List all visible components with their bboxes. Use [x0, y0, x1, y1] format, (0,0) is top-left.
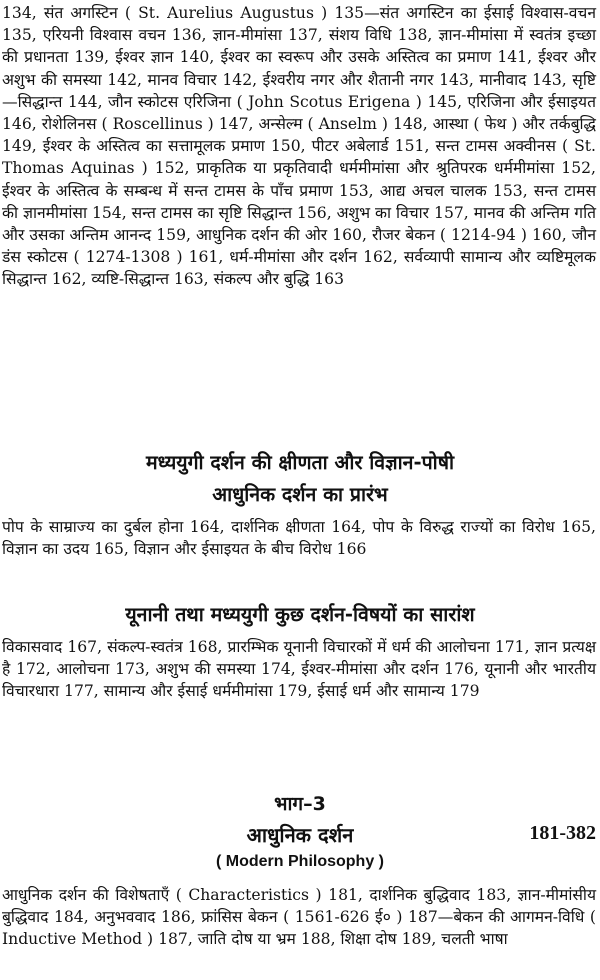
part-title-label: आधुनिक दर्शन	[246, 823, 354, 847]
part-page-range: 181-382	[529, 822, 596, 844]
section-heading-medieval-decline-line-1: मध्ययुगी दर्शन की क्षीणता और विज्ञान-पोषी	[145, 451, 455, 474]
part-number	[0, 790, 600, 818]
contents-paragraph-modern-philosophy: आधुनिक दर्शन की विशेषताएँ ( Characteristics ) 181, दार्शनिक बुद्धिवाद 183, ज्ञान-मीमांसीय बुद्धिवाद 184, अनुभववाद 186, फ्रांसिस बेकन ( 1561-626 ई० ) 187—बेकन की आगमन-विधि ( Inductive Method ) 187, जाति दोष या भ्रम 188, शिक्षा दोष 189, चलती भाषा	[2, 886, 596, 949]
contents-paragraph-summary: विकासवाद 167, संकल्प-स्वतंत्र 168, प्रारम्भिक यूनानी विचारकों में धर्म की आलोचना 171, ज्ञान प्रत्यक्ष है 172, आलोचना 173, अशुभ की समस्या 174, ईश्वर-मीमांसा और दर्शन 176, यूनानी और भारतीय विचारधारा 177, सामान्य और ईसाई धर्ममीमांसा 179, ईसाई धर्म और सामान्य 179	[2, 638, 596, 701]
section-heading-medieval-decline-line-2: आधुनिक दर्शन का प्रारंभ	[212, 483, 388, 506]
part-english-title	[0, 850, 600, 874]
section-heading-summary: यूनानी तथा मध्ययुगी कुछ दर्शन-विषयों का सारांश	[125, 603, 475, 626]
contents-paragraph-papal-decline: पोप के साम्राज्य का दुर्बल होना 164, दार्शनिक क्षीणता 164, पोप के विरुद्ध राज्यों का विरोध 165, विज्ञान का उदय 165, विज्ञान और ईसाइयत के बीच विरोध 166	[2, 518, 596, 559]
part-number-label: भाग–3	[274, 793, 326, 815]
part-title	[0, 820, 600, 850]
part-english-title-label: ( Modern Philosophy )	[216, 853, 384, 870]
contents-paragraph-augustine-to-scotus: 134, संत अगस्टिन ( St. Aurelius Augustus ) 135—संत अगस्टिन का ईसाई विश्वास-वचन 135, एरियनी विश्वास वचन 136, ज्ञान-मीमांसा 137, संशय विधि 138, ज्ञान-मीमांसा में स्वतंत्र इच्छा की प्रधानता 139, ईश्वर ज्ञान 140, ईश्वर का स्वरूप और उसके अस्तित्व का प्रमाण 141, ईश्वर और अशुभ की समस्या 142, मानव विचार 142, ईश्वरीय नगर और शैतानी नगर 143, मानीवाद 143, सृष्टि—सिद्धान्त 144, जौन स्कोटस एरिजिना ( John Scotus Erigena ) 145, एरिजिना और ईसाइयत 146, रोशेलिनस ( Roscellinus ) 147, अन्सेल्म ( Anselm ) 148, आस्था ( फेथ ) और तर्कबुद्धि 149, ईश्वर के अस्तित्व का सत्तामूलक प्रमाण 150, पीटर अबेलार्ड 151, सन्त टामस अक्वीनस ( St. Thomas Aquinas ) 152, प्राकृतिक या प्रकृतिवादी धर्ममीमांसा और श्रुतिपरक धर्ममीमांसा 152, ईश्वर के अस्तित्व के सम्बन्ध में सन्त टामस के पाँच प्रमाण 153, आद्य अचल चालक 153, सन्त टामस की ज्ञानमीमांसा 154, सन्त टामस का सृष्टि सिद्धान्त 156, अशुभ का विचार 157, मानव की अन्तिम गति और उसका अन्तिम आनन्द 159, आधुनिक दर्शन की ओर 160, रौजर बेकन ( 1214-94 ) 160, जौन डंस स्कोटस ( 1274-1308 ) 161, धर्म-मीमांसा और दर्शन 162, सर्वव्यापी सामान्य और व्यष्टिमूलक सिद्धान्त 162, व्यष्टि-सिद्धान्त 163, संकल्प और बुद्धि 163	[2, 4, 596, 289]
